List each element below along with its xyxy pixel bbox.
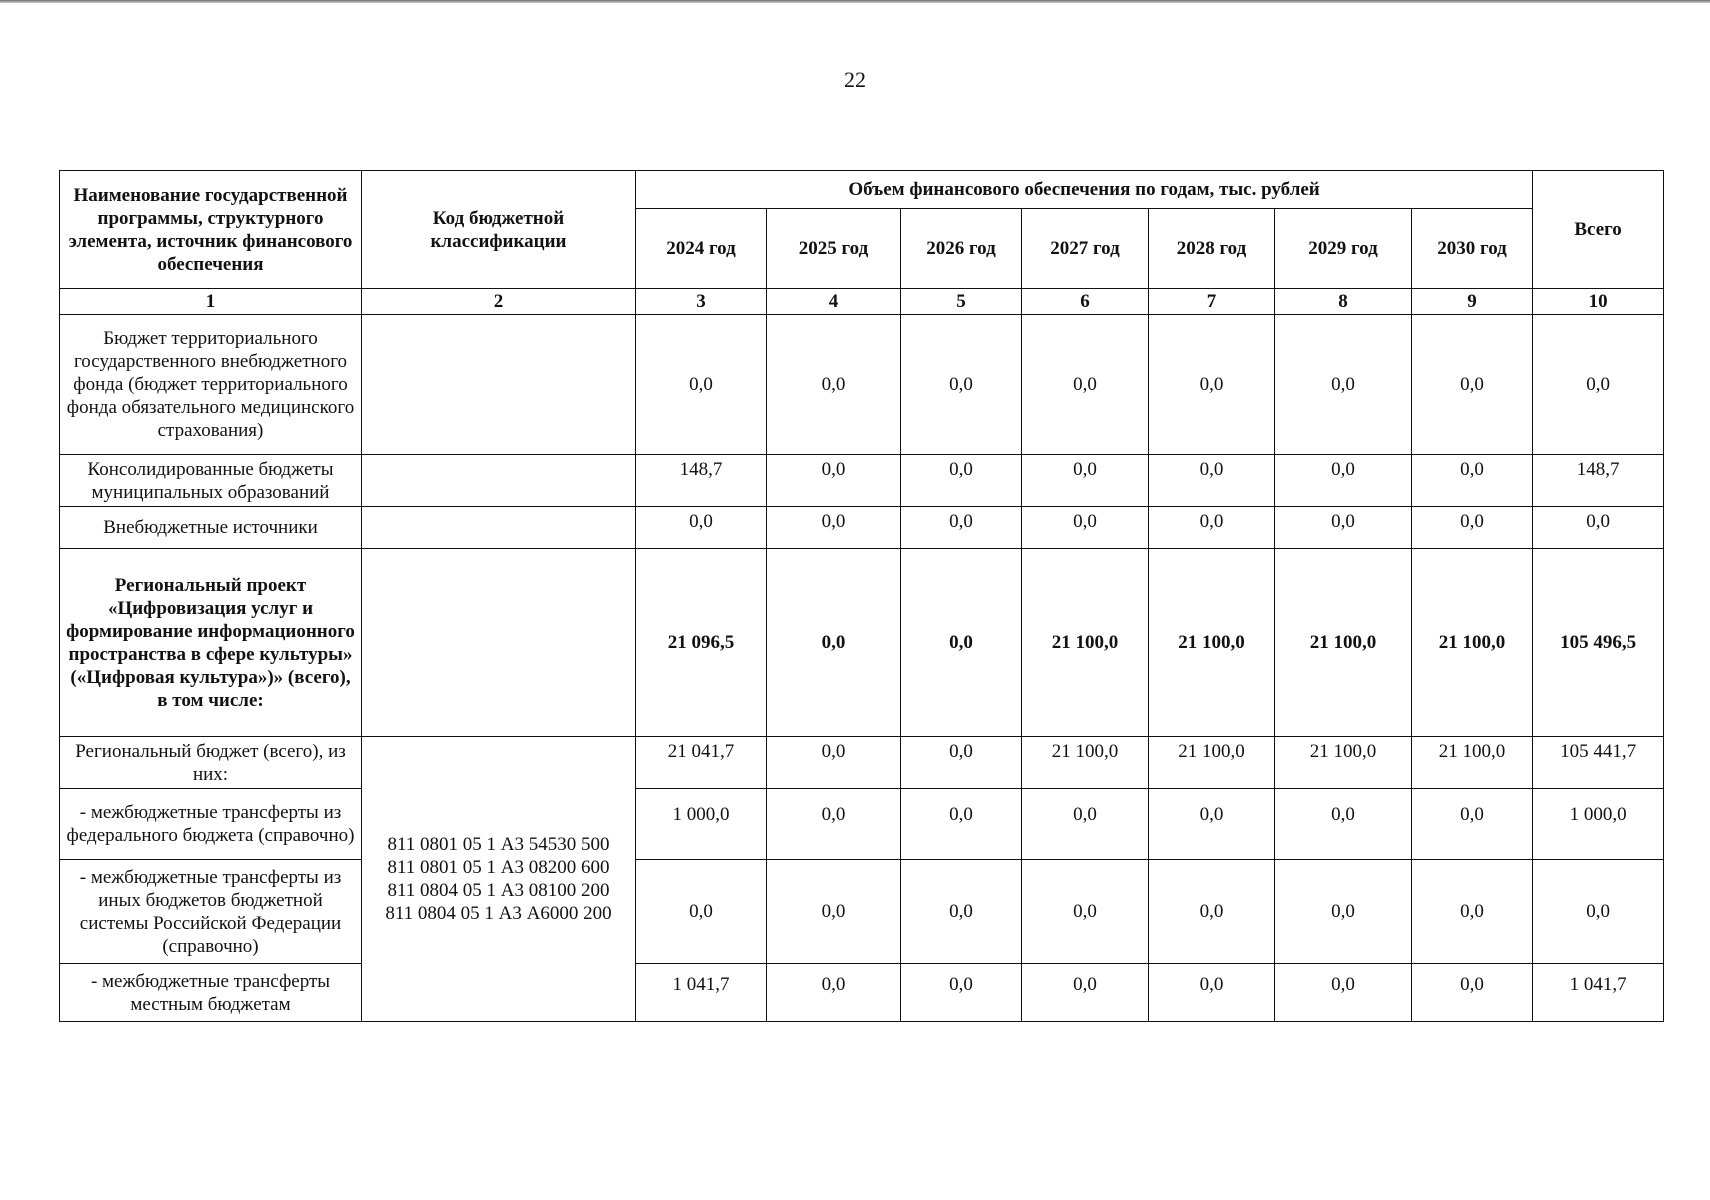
row-value: 0,0 xyxy=(1275,507,1412,549)
row-value: 21 100,0 xyxy=(1149,549,1275,737)
table-row-project xyxy=(60,549,1664,737)
row-value: 0,0 xyxy=(1022,507,1149,549)
row-value: 1 041,7 xyxy=(636,964,767,1022)
table-row xyxy=(60,860,1664,964)
row-name: Внебюджетные источники xyxy=(60,507,362,549)
row-value: 0,0 xyxy=(767,507,901,549)
row-total: 105 441,7 xyxy=(1533,737,1664,789)
row-value: 0,0 xyxy=(901,455,1022,507)
row-code-empty xyxy=(362,549,636,737)
row-value: 0,0 xyxy=(767,549,901,737)
row-value: 0,0 xyxy=(636,860,767,964)
row-name: Бюджет территориального государственного внебюджетного фонда (бюджет территориального фонда обязательного медицинского страхования) xyxy=(60,315,362,455)
row-value: 0,0 xyxy=(1275,315,1412,455)
row-value: 0,0 xyxy=(1412,507,1533,549)
header-year: 2028 год xyxy=(1149,209,1275,289)
row-value: 0,0 xyxy=(1412,455,1533,507)
header-year: 2027 год xyxy=(1022,209,1149,289)
classification-codes xyxy=(362,737,636,1022)
row-value: 0,0 xyxy=(901,964,1022,1022)
row-value: 21 100,0 xyxy=(1275,549,1412,737)
column-index: 10 xyxy=(1533,289,1664,315)
header-year: 2024 год xyxy=(636,209,767,289)
row-code-empty xyxy=(362,315,636,455)
header-name-column: Наименование государственной программы, структурного элемента, источник финансового обеспечения xyxy=(60,171,362,289)
row-value: 0,0 xyxy=(1022,789,1149,860)
row-total: 0,0 xyxy=(1533,315,1664,455)
row-value: 0,0 xyxy=(1022,964,1149,1022)
row-value: 0,0 xyxy=(1412,860,1533,964)
row-name: Региональный проект «Цифровизация услуг и формирование информационного пространства в сфере культуры» («Цифровая культура»)» (всего), в том числе: xyxy=(60,549,362,737)
row-total: 1 000,0 xyxy=(1533,789,1664,860)
page-number: 22 xyxy=(844,67,866,92)
row-value: 0,0 xyxy=(1149,964,1275,1022)
row-value: 0,0 xyxy=(901,507,1022,549)
row-value: 1 000,0 xyxy=(636,789,767,860)
row-name: - межбюджетные трансферты местным бюджетам xyxy=(60,964,362,1022)
row-value: 21 096,5 xyxy=(636,549,767,737)
row-value: 0,0 xyxy=(1275,860,1412,964)
row-value: 21 100,0 xyxy=(1275,737,1412,789)
row-value: 0,0 xyxy=(1275,964,1412,1022)
row-value: 0,0 xyxy=(1022,315,1149,455)
header-volume-group: Объем финансового обеспечения по годам, тыс. рублей xyxy=(636,171,1533,209)
classification-code: 811 0801 05 1 А3 08200 600 xyxy=(387,857,610,878)
row-value: 0,0 xyxy=(767,737,901,789)
row-value: 0,0 xyxy=(901,789,1022,860)
row-value: 21 100,0 xyxy=(1412,737,1533,789)
row-value: 0,0 xyxy=(767,860,901,964)
header-year: 2029 год xyxy=(1275,209,1412,289)
row-value: 21 100,0 xyxy=(1022,549,1149,737)
table-row xyxy=(60,315,1664,455)
row-value: 0,0 xyxy=(1412,315,1533,455)
header-year: 2026 год xyxy=(901,209,1022,289)
row-value: 0,0 xyxy=(1149,789,1275,860)
row-value: 0,0 xyxy=(767,789,901,860)
row-code-empty xyxy=(362,455,636,507)
row-value: 21 041,7 xyxy=(636,737,767,789)
row-total: 1 041,7 xyxy=(1533,964,1664,1022)
row-value: 0,0 xyxy=(1412,964,1533,1022)
column-index: 5 xyxy=(901,289,1022,315)
row-value: 0,0 xyxy=(1149,507,1275,549)
classification-code: 811 0804 05 1 А3 08100 200 xyxy=(387,880,610,901)
row-value: 148,7 xyxy=(636,455,767,507)
row-name: Консолидированные бюджеты муниципальных образований xyxy=(60,455,362,507)
table-row xyxy=(60,964,1664,1022)
row-value: 21 100,0 xyxy=(1022,737,1149,789)
column-index: 8 xyxy=(1275,289,1412,315)
table-row xyxy=(60,789,1664,860)
column-index: 2 xyxy=(362,289,636,315)
header-year: 2030 год xyxy=(1412,209,1533,289)
row-value: 0,0 xyxy=(901,737,1022,789)
row-value: 0,0 xyxy=(1149,315,1275,455)
row-name: - межбюджетные трансферты из федерального бюджета (справочно) xyxy=(60,789,362,860)
column-index: 3 xyxy=(636,289,767,315)
row-value: 0,0 xyxy=(767,315,901,455)
column-index-row xyxy=(60,289,1664,315)
row-value: 0,0 xyxy=(901,860,1022,964)
row-total: 148,7 xyxy=(1533,455,1664,507)
row-value: 21 100,0 xyxy=(1412,549,1533,737)
budget-table xyxy=(59,170,1664,1022)
row-value: 0,0 xyxy=(1412,789,1533,860)
row-name: - межбюджетные трансферты из иных бюджетов бюджетной системы Российской Федерации (справочно) xyxy=(60,860,362,964)
row-value: 0,0 xyxy=(767,964,901,1022)
row-value: 0,0 xyxy=(636,507,767,549)
row-value: 0,0 xyxy=(901,549,1022,737)
row-value: 0,0 xyxy=(767,455,901,507)
column-index: 6 xyxy=(1022,289,1149,315)
row-value: 0,0 xyxy=(1275,455,1412,507)
row-value: 0,0 xyxy=(1275,789,1412,860)
classification-code: 811 0804 05 1 А3 А6000 200 xyxy=(385,903,612,924)
header-total-column: Всего xyxy=(1533,171,1664,289)
row-value: 0,0 xyxy=(1149,860,1275,964)
row-code-empty xyxy=(362,507,636,549)
table-row xyxy=(60,455,1664,507)
row-value: 0,0 xyxy=(901,315,1022,455)
column-index: 7 xyxy=(1149,289,1275,315)
row-value: 21 100,0 xyxy=(1149,737,1275,789)
table-row xyxy=(60,507,1664,549)
column-index: 9 xyxy=(1412,289,1533,315)
table-row xyxy=(60,737,1664,789)
row-value: 0,0 xyxy=(1149,455,1275,507)
row-name: Региональный бюджет (всего), из них: xyxy=(60,737,362,789)
column-index: 1 xyxy=(60,289,362,315)
header-year: 2025 год xyxy=(767,209,901,289)
row-value: 0,0 xyxy=(1022,860,1149,964)
header-row xyxy=(60,171,1664,209)
row-value: 0,0 xyxy=(636,315,767,455)
row-total: 0,0 xyxy=(1533,860,1664,964)
scan-top-edge xyxy=(0,0,1710,3)
header-code-column: Код бюджетной классификации xyxy=(362,171,636,289)
row-value: 0,0 xyxy=(1022,455,1149,507)
classification-code: 811 0801 05 1 А3 54530 500 xyxy=(387,834,610,855)
row-total: 105 496,5 xyxy=(1533,549,1664,737)
column-index: 4 xyxy=(767,289,901,315)
row-total: 0,0 xyxy=(1533,507,1664,549)
